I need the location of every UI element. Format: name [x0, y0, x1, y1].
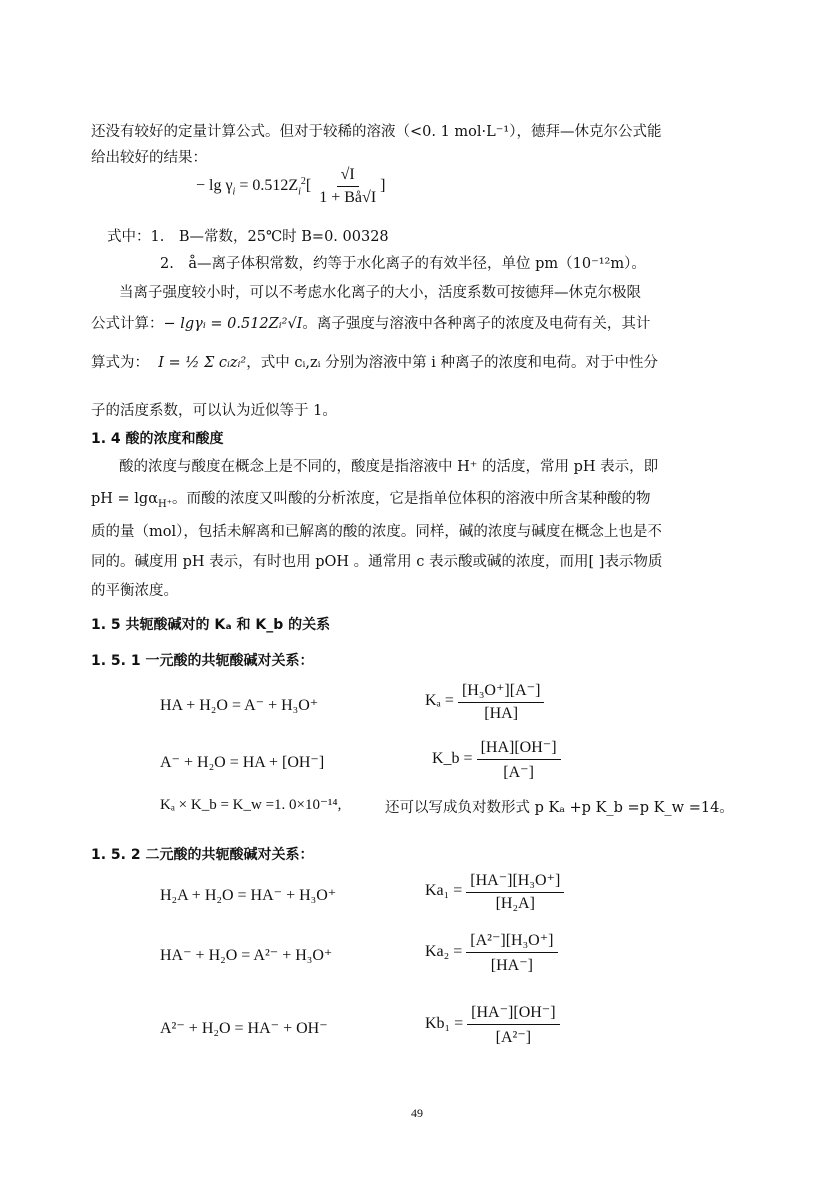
equation-lhs: A²⁻ + H₂O = HA⁻ + OH⁻ [160, 1020, 328, 1037]
text-line: 式中：1. B—常数，25℃时 B=0. 00328 [107, 229, 389, 245]
inline-formula: − lgγᵢ = 0.512Zᵢ²√I [163, 316, 303, 332]
text-line: 2. å—离子体积常数，约等于水化离子的有效半径，单位 pm（10⁻¹²m）。 [160, 256, 646, 272]
fraction [467, 1002, 559, 1047]
equation-lhs: H₂A + H₂O = HA⁻ + H₃O⁺ [160, 887, 337, 904]
denominator: [HA⁻] [490, 957, 533, 974]
numerator: [H₃O⁺][A⁻] [458, 680, 544, 703]
numerator: [A²⁻][H₃O⁺] [466, 930, 557, 953]
equation-rhs [425, 1002, 560, 1047]
text-line [91, 488, 651, 516]
equation-rhs [425, 680, 544, 723]
text-line: 同的。碱度用 pH 表示，有时也用 pOH 。通常用 c 表示酸或碱的浓度，而用[ ]表示物质 [91, 554, 663, 570]
fraction [458, 680, 544, 723]
subsection-heading: 1. 5. 2 二元酸的共轭酸碱对关系： [91, 847, 314, 863]
constant-label: Ka₂ = [425, 943, 463, 961]
text-line: 子的活度系数，可以认为近似等于 1。 [91, 403, 337, 419]
text-line: 还没有较好的定量计算公式。但对于较稀的溶液（<0. 1 mol·L⁻¹），德拜—休克尔公式能 [91, 124, 662, 140]
denominator: [A²⁻] [495, 1029, 532, 1046]
constant-label: Kb₁ = [425, 1015, 464, 1033]
constant-label: Kₐ = [425, 692, 454, 710]
constant-label: K_b = [432, 750, 473, 768]
text: 公式计算： [91, 316, 164, 332]
inline-formula: I = ½ Σ cᵢzᵢ² [158, 355, 247, 371]
subsection-heading: 1. 5. 1 一元酸的共轭酸碱对关系： [91, 653, 314, 669]
fraction [466, 870, 564, 913]
inline-formula: pH = lgα [91, 491, 159, 507]
text-line: 当离子强度较小时，可以不考虑水化离子的大小，活度系数可按德拜—休克尔极限 [119, 285, 641, 301]
fraction [477, 737, 561, 782]
text: 。而酸的浓度又叫酸的分析浓度，它是指单位体积的溶液中所含某种酸的物 [172, 491, 651, 507]
formula-denominator: 1 + Bå√I [319, 189, 377, 206]
text-line: 质的量（mol），包括未解离和已解离的酸的浓度。同样，碱的浓度与碱度在概念上也是不 [91, 524, 662, 540]
denominator: [A⁻] [503, 764, 534, 781]
equation-lhs: HA + H₂O = A⁻ + H₃O⁺ [160, 697, 319, 714]
debye-huckel-formula: − $\lg \gamma_i = 0.512Z_i^2$[ $\frac{√I}{1 + Bå√I}$ ] [196, 166, 386, 206]
section-heading: 1. 5 共轭酸碱对的 Kₐ 和 K_b 的关系 [91, 617, 331, 633]
text: 。离子强度与溶液中各种离子的浓度及电荷有关，其计 [302, 316, 651, 332]
equation-rhs [425, 930, 558, 975]
numerator: [HA⁻][H₃O⁺] [466, 870, 564, 893]
text: ，式中 cᵢ,zᵢ 分别为溶液中第 i 种离子的浓度和电荷。对于中性分 [246, 355, 659, 371]
text: 算式为： [91, 355, 149, 371]
fraction [466, 930, 557, 975]
numerator: [HA][OH⁻] [477, 737, 561, 760]
text-line [91, 313, 650, 335]
formula-fraction [315, 166, 380, 207]
text-line: 给出较好的结果： [91, 150, 207, 166]
section-heading: 1. 4 酸的浓度和酸度 [91, 431, 224, 447]
text-line: 酸的浓度与酸度在概念上是不同的，酸度是指溶液中 H⁺ 的活度，常用 pH 表示，即 [119, 459, 659, 475]
equation-rhs [432, 737, 561, 782]
equation-rhs [425, 870, 564, 913]
formula-mid: = 0.512Z [235, 177, 299, 195]
page-number: 49 [411, 1106, 423, 1120]
equation-lhs: A⁻ + H₂O = HA + [OH⁻] [160, 754, 325, 771]
formula-numerator: √I [337, 166, 359, 187]
equation-kw: Kₐ × K_b = K_w =1. 0×10⁻¹⁴, [160, 797, 342, 813]
denominator: [H₂A] [495, 895, 535, 912]
text-line [91, 352, 658, 374]
inline-sub: H⁺ [158, 498, 173, 510]
text-line: 的平衡浓度。 [91, 583, 178, 599]
numerator: [HA⁻][OH⁻] [467, 1002, 559, 1025]
formula-lhs: − lg γ [196, 177, 233, 195]
equation-lhs: HA⁻ + H₂O = A²⁻ + H₃O⁺ [160, 947, 333, 964]
constant-label: Ka₁ = [425, 882, 463, 900]
denominator: [HA] [484, 705, 519, 722]
text-line: 还可以写成负对数形式 p Kₐ +p K_b =p K_w =14。 [385, 800, 734, 816]
